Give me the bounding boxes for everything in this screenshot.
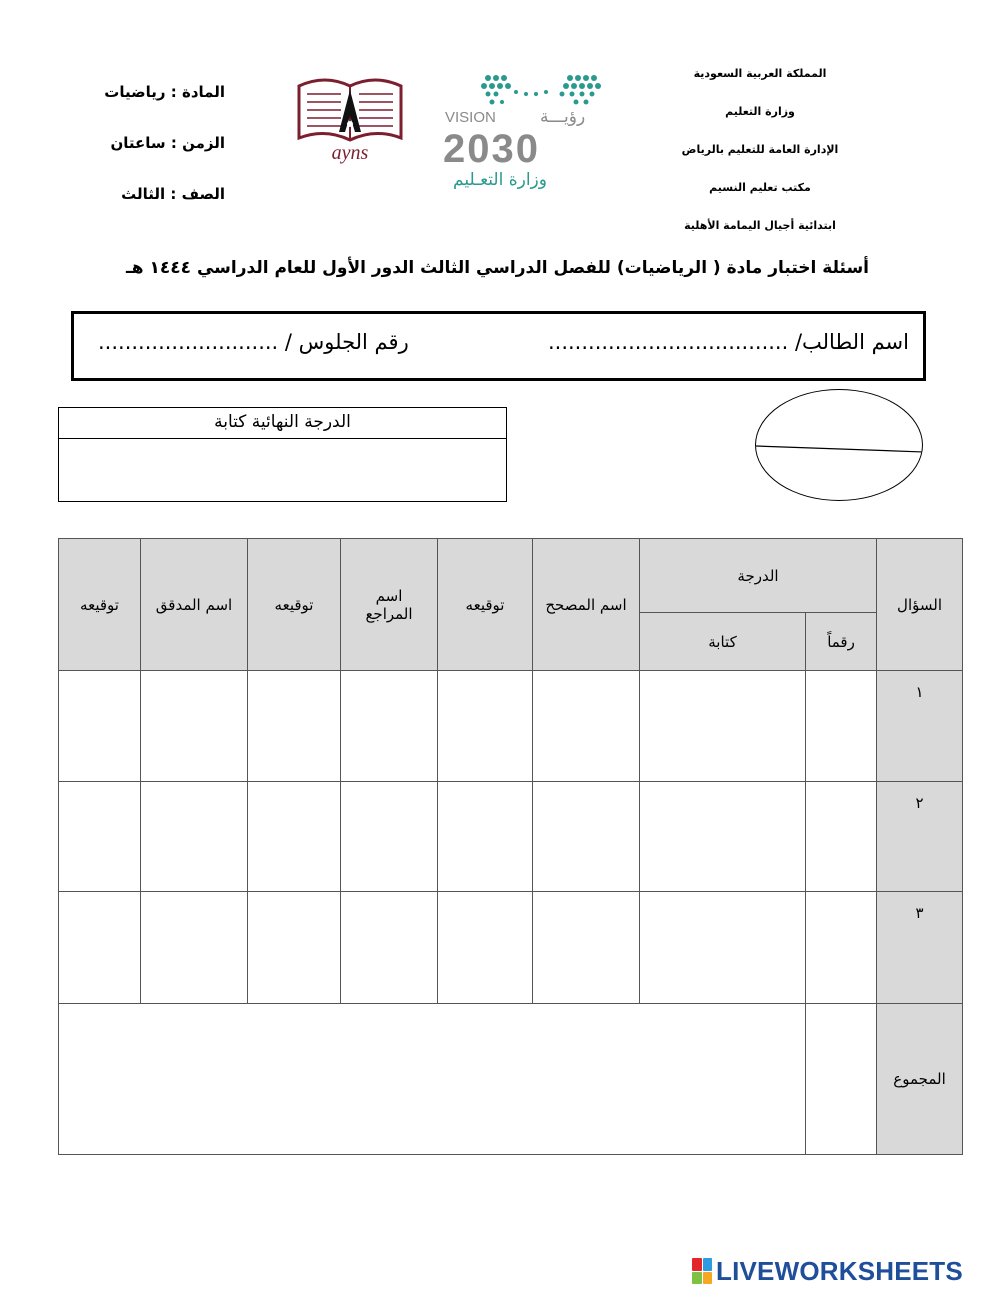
grade-digits-header: رقماً — [806, 613, 877, 671]
reviewer-name-cell[interactable] — [341, 671, 438, 782]
table-row — [59, 782, 963, 892]
time-value: ساعتان — [110, 134, 166, 152]
corrector-sign-header: توقيعه — [438, 539, 533, 671]
table-row — [59, 671, 963, 782]
total-row — [59, 1004, 963, 1155]
final-grade-label: الدرجة النهائية كتابة — [59, 408, 506, 439]
corrector-name-cell[interactable] — [533, 671, 640, 782]
auditor-name-cell[interactable] — [141, 892, 248, 1004]
auditor-sign-cell[interactable] — [59, 782, 141, 892]
grade-row: الصف : الثالث — [121, 185, 225, 203]
vision-year-text: 2030 — [443, 127, 540, 171]
grade-words-cell[interactable] — [640, 892, 806, 1004]
reviewer-sign-cell[interactable] — [248, 892, 341, 1004]
directorate-line: الإدارة العامة للتعليم بالرياض — [681, 143, 839, 156]
reviewer-sign-cell[interactable] — [248, 782, 341, 892]
question-number: ٣ — [877, 892, 963, 1004]
total-words-cell[interactable] — [59, 1004, 806, 1155]
corrector-name-cell[interactable] — [533, 892, 640, 1004]
liveworksheets-brand: LIVEWORKSHEETS — [716, 1255, 963, 1286]
liveworksheets-icon — [692, 1258, 712, 1284]
grading-table — [58, 538, 963, 1155]
reviewer-name-header: اسم المراجع — [341, 539, 438, 671]
seat-number-field[interactable]: رقم الجلوس / ........................... — [98, 330, 409, 354]
corrector-sign-cell[interactable] — [438, 892, 533, 1004]
header-row-1 — [59, 539, 963, 613]
grade-words-cell[interactable] — [640, 782, 806, 892]
subject-value: رياضيات — [104, 83, 166, 101]
auditor-sign-cell[interactable] — [59, 892, 141, 1004]
exam-title: أسئلة اختبار مادة ( الرياضيات) للفصل الدراسي الثالث الدور الأول للعام الدراسي ١٤٤٤ هـ — [126, 258, 869, 278]
institution-header — [640, 60, 880, 250]
question-number: ١ — [877, 671, 963, 782]
final-grade-box — [58, 407, 507, 502]
auditor-name-cell[interactable] — [141, 782, 248, 892]
score-oval-divider — [756, 390, 923, 501]
vision-logo-text: VISION — [445, 109, 496, 126]
ministry-line: وزارة التعليم — [725, 105, 795, 118]
kingdom-line: المملكة العربية السعودية — [693, 67, 827, 80]
reviewer-name-cell[interactable] — [341, 892, 438, 1004]
corrector-name-header: اسم المصحح — [533, 539, 640, 671]
reviewer-name-cell[interactable] — [341, 782, 438, 892]
exam-info — [95, 72, 225, 225]
auditor-sign-header: توقيعه — [59, 539, 141, 671]
school-logo — [295, 76, 405, 166]
school-line: ابتدائية أجيال اليمامة الأهلية — [684, 219, 836, 232]
grade-digits-cell[interactable] — [806, 671, 877, 782]
auditor-name-cell[interactable] — [141, 671, 248, 782]
grade-label: الصف — [181, 185, 225, 203]
total-label: المجموع — [877, 1004, 963, 1155]
vision-2030-logo — [440, 72, 610, 192]
reviewer-sign-cell[interactable] — [248, 671, 341, 782]
grade-digits-cell[interactable] — [806, 782, 877, 892]
subject-label: المادة — [181, 83, 225, 101]
student-name-field[interactable]: اسم الطالب/ .................................... — [547, 330, 909, 354]
corrector-name-cell[interactable] — [533, 782, 640, 892]
corrector-sign-cell[interactable] — [438, 782, 533, 892]
time-label: الزمن — [182, 134, 225, 152]
question-number: ٢ — [877, 782, 963, 892]
auditor-sign-cell[interactable] — [59, 671, 141, 782]
auditor-name-header: اسم المدقق — [141, 539, 248, 671]
grade-words-header: كتابة — [640, 613, 806, 671]
vision-arabic-text: رؤيـــة — [540, 107, 586, 127]
liveworksheets-logo — [692, 1254, 963, 1288]
school-logo-text: ayns — [331, 142, 369, 164]
grade-value: الثالث — [121, 185, 166, 203]
grade-digits-cell[interactable] — [806, 892, 877, 1004]
grade-header: الدرجة — [640, 539, 877, 613]
office-line: مكتب تعليم النسيم — [709, 181, 811, 194]
subject-row: المادة : رياضيات — [104, 83, 225, 101]
student-info-box — [71, 311, 926, 381]
reviewer-sign-header: توقيعه — [248, 539, 341, 671]
time-row: الزمن : ساعتان — [110, 134, 225, 152]
corrector-sign-cell[interactable] — [438, 671, 533, 782]
table-row — [59, 892, 963, 1004]
grade-words-cell[interactable] — [640, 671, 806, 782]
final-grade-input[interactable] — [59, 439, 506, 502]
question-header: السؤال — [877, 539, 963, 671]
ministry-logo-text: وزارة التعـليم — [453, 170, 547, 190]
score-oval[interactable] — [755, 389, 923, 501]
total-digits-cell[interactable] — [806, 1004, 877, 1155]
